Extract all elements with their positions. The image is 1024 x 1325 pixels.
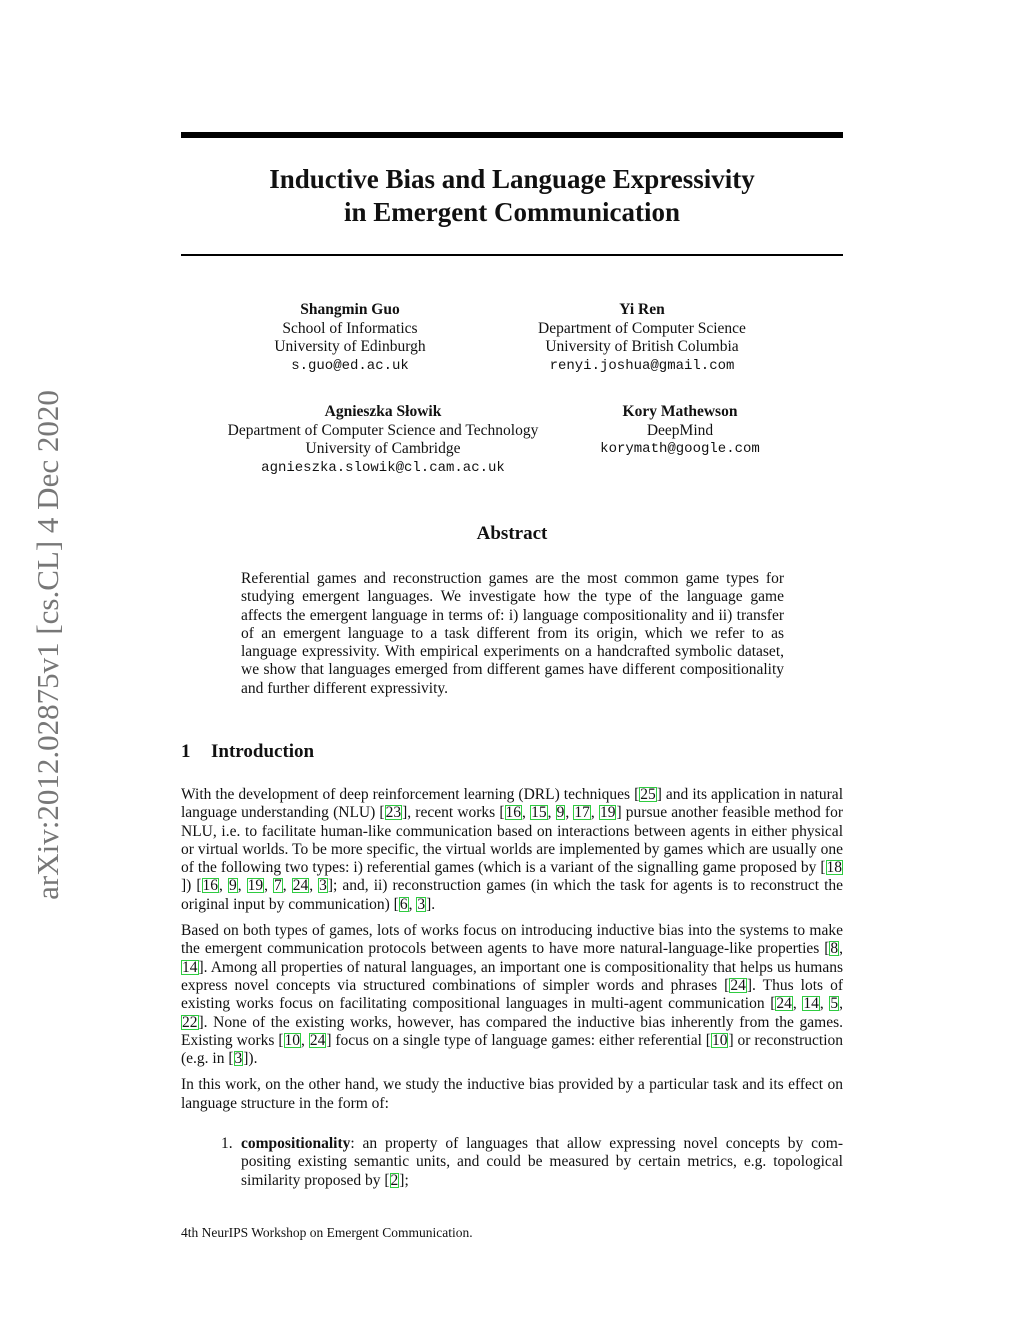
title-rule-bottom [181,254,843,256]
list-term: compositionality [241,1135,351,1153]
citation-link[interactable]: 15 [531,804,547,822]
citation-link[interactable]: 19 [247,877,264,895]
citation-link[interactable]: 9 [228,877,237,895]
citation-link[interactable]: 24 [730,976,746,994]
paragraph: Based on both types of games, lots of works focus on introducing inductive bias into the systems to make the emergent communication protocols between agents to have more natural-language-like properties [8, 14]. Among all properties of natural languages, an important one is compositionality that helps us humans express novel concepts via structured combinations of simpler words and phrases [24]. Thus lots of existing works focus on facilitating compositional languages in multi-agent communication [24, 14, 5, 22]. None of the existing works, however, has compared the inductive bias inherently from the games. Existing works [10, 24] focus on a single type of language games: either referential [10] or reconstruction (e.g. in [3]). [181,922,844,1068]
list-number: 1. [221,1135,233,1153]
author-block [200,301,500,375]
citation-link[interactable]: 8 [830,940,839,958]
title-line-2: in Emergent Communication [344,197,680,227]
author-name: Kory Mathewson [622,403,738,420]
paragraph: In this work, on the other hand, we study the inductive bias provided by a particular task and its effect on language structure in the form of: [181,1076,843,1112]
citation-link[interactable]: 25 [640,786,656,803]
paragraph: With the development of deep reinforcement learning (DRL) techniques [25] and its application in natural language understanding (NLU) [23], recent works [16, 15, 9, 17, 19] pursue another feasible method for NLU, i.e. to facilitate human-like communication based on interactions between agents in either physical or virtual worlds. To be more specific, the virtual worlds are implemented by games which are usually one of the following two types: i) referential games (which is a variant of the signalling game proposed by [18]) [16, 9, 19, 7, 24, 3]; and, ii) reconstruction games (in which the task for agents is to reconstruct the original input by communication) [6, 3]. [181,786,844,913]
arxiv-stamp: arXiv:2012.02875v1 [cs.CL] 4 Dec 2020 [30,390,65,900]
section-number: 1 [181,741,191,762]
citation-link[interactable]: 24 [292,877,309,895]
author-name: Yi Ren [619,301,665,318]
citation-link[interactable]: 9 [556,804,565,822]
author-affiliation: University of British Columbia [545,338,739,355]
citation-link[interactable]: 16 [505,804,522,822]
citation-link[interactable]: 19 [599,804,616,822]
abstract-heading: Abstract [476,523,548,544]
author-affiliation: Department of Computer Science [538,319,746,337]
author-affiliation: School of Informatics [282,319,418,337]
author-name: Agnieszka Słowik [324,403,442,420]
citation-link[interactable]: 22 [182,1013,198,1031]
citation-link[interactable]: 2 [390,1171,399,1189]
title-line-1: Inductive Bias and Language Expressivity [269,164,755,194]
author-block [208,403,558,477]
author-name: Shangmin Guo [300,301,400,318]
citation-link[interactable]: 14 [803,995,819,1013]
author-email[interactable]: korymath@google.com [600,441,760,457]
author-affiliation: Department of Computer Science and Technology [227,421,539,439]
author-block [512,301,772,375]
citation-link[interactable]: 24 [309,1031,326,1049]
citation-link[interactable]: 24 [776,995,792,1013]
citation-link[interactable]: 5 [830,995,839,1013]
author-block [580,403,780,459]
citation-link[interactable]: 18 [826,859,842,877]
section-title: Introduction [211,741,315,762]
footnote: 4th NeurIPS Workshop on Emergent Communication. [181,1225,473,1240]
citation-link[interactable]: 3 [234,1050,243,1068]
citation-link[interactable]: 14 [182,958,198,976]
author-affiliation: University of Edinburgh [274,338,426,355]
citation-link[interactable]: 7 [274,877,282,895]
citation-link[interactable]: 17 [574,804,590,822]
paper-title [181,163,843,229]
section-heading [181,741,314,763]
citation-link[interactable]: 6 [399,895,408,913]
author-email[interactable]: agnieszka.slowik@cl.cam.ac.uk [261,459,505,476]
citation-link[interactable]: 3 [417,895,426,913]
title-rule-top [181,132,843,138]
author-email[interactable]: renyi.joshua@gmail.com [549,357,735,374]
citation-link[interactable]: 10 [284,1031,301,1049]
citation-link[interactable]: 16 [202,877,219,895]
author-affiliation: DeepMind [646,421,714,439]
list-item: 1. compositionality: an property of languages that allow expressing novel concepts by com-positing existing semantic units, and could be measured by certain metrics, e.g. topological similarity proposed by [2]; [221,1135,843,1189]
numbered-list [181,1135,843,1190]
citation-link[interactable]: 23 [385,804,402,822]
abstract-text: Referential games and reconstruction games are the most common game types for studying emergent languages. We investigate how the type of the language game affects the emergent language in terms of: i) language compositionality and ii) transfer of an emergent language to a task different from its origin, which we refer to as language expressivity. With empirical experiments on a handcrafted symbolic dataset, we show that languages emerged from different games have different compositionality and further different expressivity. [241,570,784,697]
author-email[interactable]: s.guo@ed.ac.uk [291,357,409,374]
citation-link[interactable]: 10 [711,1031,728,1049]
citation-link[interactable]: 3 [319,877,327,895]
author-affiliation: University of Cambridge [305,440,461,457]
body-text [181,786,843,1190]
